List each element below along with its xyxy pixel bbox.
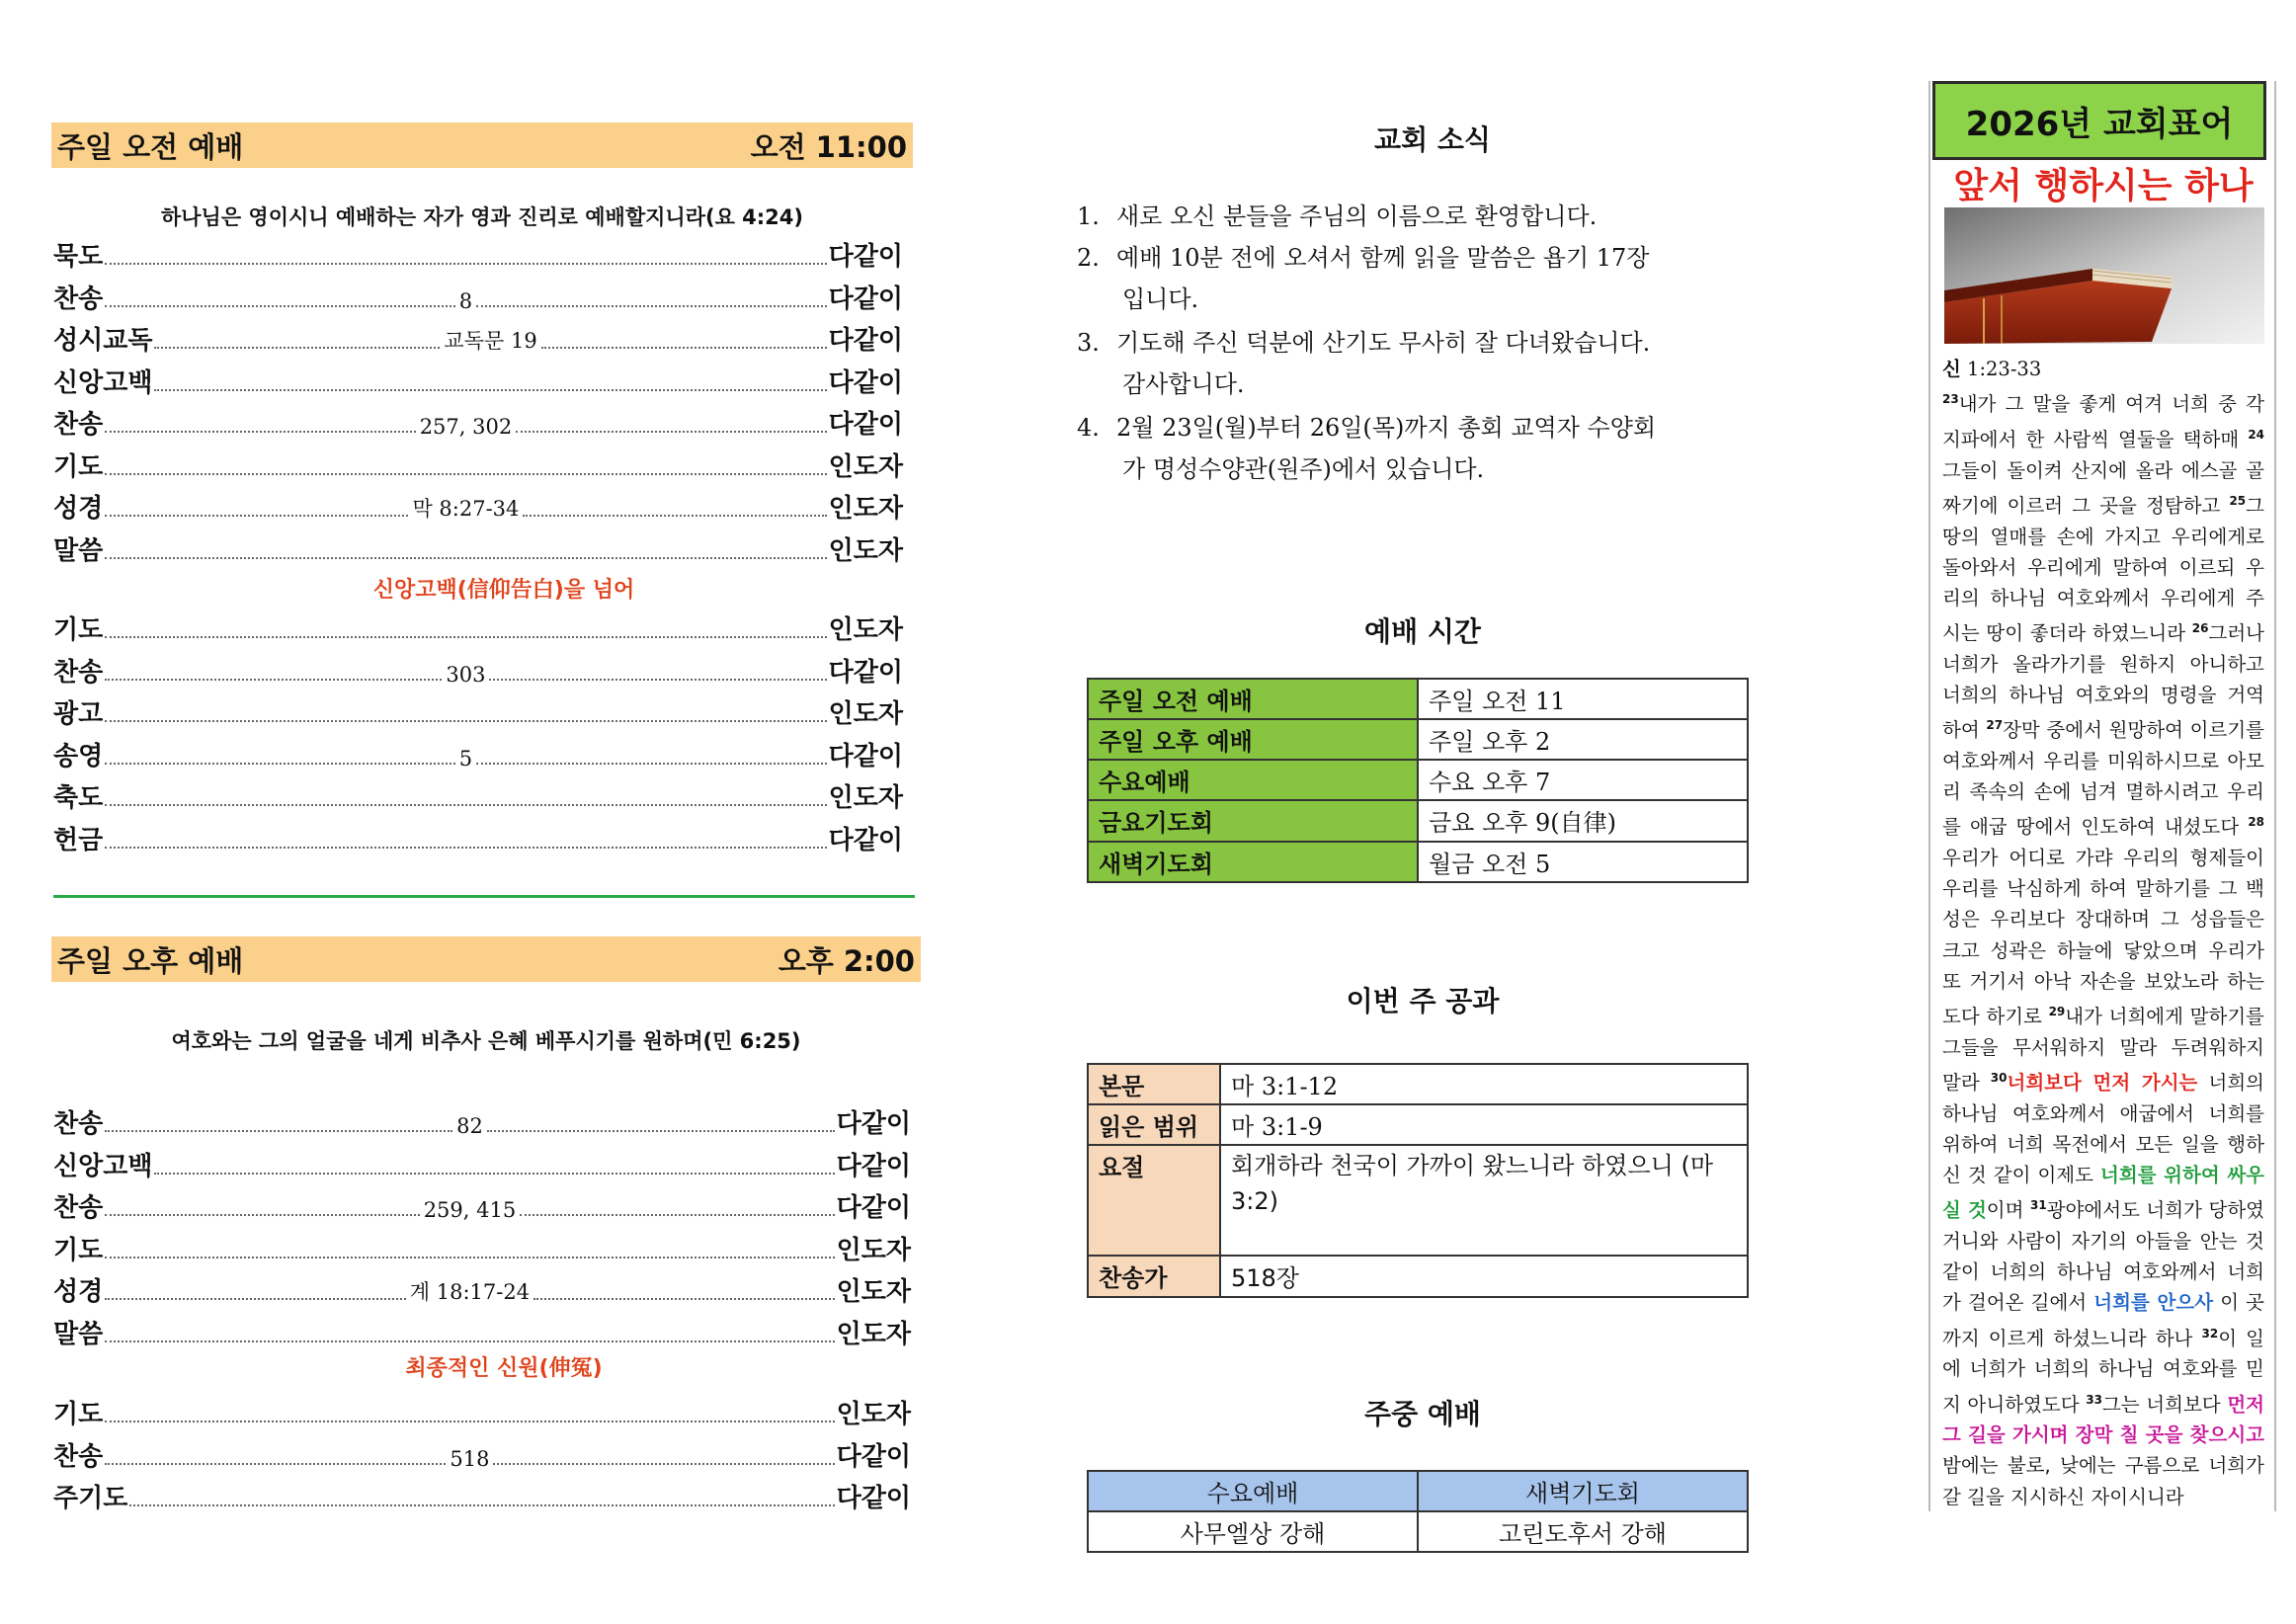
weekday-title: 주중 예배 xyxy=(1364,1398,1481,1430)
order-label: 찬송 xyxy=(53,1193,104,1223)
weekday-header: 수요예배 xyxy=(1088,1471,1418,1511)
dot-leader xyxy=(154,389,826,391)
order-leader: 다같이 xyxy=(836,1441,911,1472)
order-row xyxy=(53,1268,911,1308)
order-label: 성시교독 xyxy=(53,326,153,356)
dot-leader xyxy=(154,1173,834,1175)
order-leader: 인도자 xyxy=(836,1319,911,1349)
order-detail: 303 xyxy=(446,662,486,687)
news-text: 예배 10분 전에 오셔서 함께 읽을 말씀은 욥기 17장 xyxy=(1116,244,1650,272)
lesson-label: 읽은 범위 xyxy=(1088,1104,1220,1145)
order-label: 축도 xyxy=(53,783,104,813)
verse-text: 이 일에 너희가 너희의 하나님 여호와를 믿지 아니하였도다 xyxy=(1942,1327,2265,1416)
order-label: 성경 xyxy=(53,1277,104,1307)
dot-leader xyxy=(105,1298,406,1300)
schedule-title: 예배 시간 xyxy=(1364,615,1481,648)
verse-text: 내가 그 말을 좋게 여겨 너희 중 각 지파에서 한 사람씩 열둘을 택하매 xyxy=(1942,392,2264,451)
dot-leader xyxy=(105,557,826,559)
verse-text: 이 곳까지 이르게 하셨느니라 하나 xyxy=(1942,1291,2265,1350)
order-row xyxy=(53,1227,911,1266)
dot-leader xyxy=(523,515,826,517)
dot-leader xyxy=(541,347,827,349)
order-leader: 인도자 xyxy=(828,699,903,729)
afternoon-verse: 여호와는 그의 얼굴을 네게 비추사 은혜 베푸시기를 원하며(민 6:25) xyxy=(171,1029,801,1053)
lesson-title: 이번 주 공과 xyxy=(1346,985,1500,1017)
motto-title: 앞서 행하시는 하나 xyxy=(1953,166,2254,206)
order-label: 신앙고백 xyxy=(53,367,153,398)
verse-text: 내가 너희에게 말하기를 그들을 무서워하지 말라 두려워하지 말라 xyxy=(1942,1005,2264,1095)
order-label: 묵도 xyxy=(53,242,104,272)
schedule-time: 주일 오전 11 xyxy=(1418,679,1748,719)
order-row xyxy=(53,817,903,856)
table-row xyxy=(1088,1471,1748,1511)
morning-service-time: 오전 11:00 xyxy=(750,129,907,164)
dot-leader xyxy=(476,763,827,765)
schedule-time: 월금 오전 5 xyxy=(1418,842,1748,882)
section-divider xyxy=(53,895,915,898)
news-text: 새로 오신 분들을 주님의 이름으로 환영합니다. xyxy=(1116,203,1598,230)
dot-leader xyxy=(487,1130,835,1132)
afternoon-service-header xyxy=(51,936,921,982)
morning-service-title: 주일 오전 예배 xyxy=(57,129,244,164)
table-row xyxy=(1088,1145,1748,1256)
order-row xyxy=(53,528,903,567)
order-detail: 막 8:27-34 xyxy=(412,497,520,521)
order-leader: 인도자 xyxy=(836,1400,911,1429)
order-row xyxy=(53,401,903,441)
table-row xyxy=(1088,719,1748,760)
news-item xyxy=(1077,322,1749,405)
dot-leader xyxy=(476,305,827,307)
verse-number: 25 xyxy=(2229,493,2247,508)
news-text-cont: 입니다. xyxy=(1122,285,1199,313)
order-label: 말씀 xyxy=(53,1319,104,1349)
order-row xyxy=(53,1433,911,1473)
verse-number: 29 xyxy=(2048,1005,2066,1019)
order-detail: 교독문 19 xyxy=(444,329,537,353)
verse-number: 23 xyxy=(1942,392,1959,407)
motto-year-box xyxy=(1932,81,2266,160)
news-item xyxy=(1077,237,1749,320)
order-detail: 5 xyxy=(458,746,473,771)
order-label: 기도 xyxy=(53,451,104,482)
order-detail: 82 xyxy=(456,1114,483,1138)
order-leader: 인도자 xyxy=(828,535,903,566)
lesson-value: 회개하라 천국이 가까이 왔느니라 하였으니 (마 3:2) xyxy=(1220,1145,1748,1256)
order-label: 광고 xyxy=(53,699,104,729)
order-label: 찬송 xyxy=(53,657,104,688)
order-row xyxy=(53,1143,911,1182)
bible-image xyxy=(1944,207,2264,344)
table-row xyxy=(1088,760,1748,800)
news-text-cont: 감사합니다. xyxy=(1122,370,1245,398)
schedule-name: 주일 오전 예배 xyxy=(1088,679,1418,719)
verse-text: 그러나 너희가 올라가기를 원하지 아니하고 너희의 하나님 여호와의 명령을 거역하여 xyxy=(1942,621,2264,742)
verse-number: 30 xyxy=(1990,1070,2008,1085)
verse-number: 26 xyxy=(2191,621,2209,636)
table-row xyxy=(1088,1511,1748,1552)
verse-highlight: 너희를 안으사 xyxy=(2093,1291,2214,1315)
order-row xyxy=(53,733,903,772)
order-label: 말씀 xyxy=(53,535,104,566)
news-num: 4. xyxy=(1077,414,1100,442)
verse-number: 31 xyxy=(2030,1198,2047,1213)
weekday-value: 고린도후서 강해 xyxy=(1418,1511,1748,1552)
schedule-table xyxy=(1087,678,1749,883)
lesson-label: 찬송가 xyxy=(1088,1256,1220,1297)
verse-text: 장막 중에서 원망하여 이르기를 여호와께서 우리를 미워하시므로 아모리 족속의 손에 넘겨 멸하시려고 우리를 애굽 땅에서 인도하여 내셨도다 xyxy=(1942,718,2264,839)
news-item xyxy=(1077,407,1749,490)
order-row xyxy=(53,1184,911,1224)
dot-leader xyxy=(129,1504,834,1506)
afternoon-service-title: 주일 오후 예배 xyxy=(57,943,244,978)
weekday-value: 사무엘상 강해 xyxy=(1088,1511,1418,1552)
schedule-name: 새벽기도회 xyxy=(1088,842,1418,882)
verse-text: 그는 너희보다 xyxy=(2101,1393,2221,1416)
verse-text: 너희의 하나님 여호와께서 애굽에서 너희를 위하여 너희 목전에서 모든 일을 행하신 것 같이 이제도 xyxy=(1942,1071,2264,1187)
order-leader: 다같이 xyxy=(828,367,903,398)
verse-highlight: 너희보다 먼저 가시는 xyxy=(2007,1071,2198,1095)
dot-leader xyxy=(105,1130,452,1132)
order-leader: 다같이 xyxy=(836,1193,912,1223)
bible-illustration xyxy=(1944,207,2264,344)
dot-leader xyxy=(105,636,826,638)
verse-text: 그들이 돌이켜 산지에 올라 에스골 골짜기에 이르러 그 곳을 정탐하고 xyxy=(1942,458,2264,518)
news-text: 기도해 주신 덕분에 산기도 무사히 잘 다녀왔습니다. xyxy=(1116,329,1651,357)
motto-scripture xyxy=(1942,354,2264,1512)
news-title: 교회 소식 xyxy=(1374,123,1491,156)
order-leader: 다같이 xyxy=(828,284,903,314)
scripture-reference xyxy=(1942,354,2264,384)
schedule-name: 주일 오후 예배 xyxy=(1088,719,1418,760)
schedule-name: 수요예배 xyxy=(1088,760,1418,800)
dot-leader xyxy=(105,1463,446,1465)
morning-verse: 하나님은 영이시니 예배하는 자가 영과 진리로 예배할지니라(요 4:24) xyxy=(160,205,804,229)
verse-text: 그 땅의 열매를 손에 가지고 우리에게로 돌아와서 우리에게 말하여 이르되 우리의 하나님 여호와께서 우리에게 주시는 땅이 좋더라 하였느니라 xyxy=(1942,494,2264,645)
order-row xyxy=(53,444,903,483)
order-label: 주기도 xyxy=(53,1484,128,1513)
weekday-table xyxy=(1087,1470,1749,1553)
lesson-value: 518장 xyxy=(1220,1256,1748,1297)
verse-text: 밤에는 불로, 낮에는 구름으로 너희가 갈 길을 지시하신 자이시니라 xyxy=(1942,1454,2264,1508)
verse-highlight: 먼저 그 길을 가시며 장막 칠 곳을 찾으시고 xyxy=(1942,1393,2265,1447)
order-row xyxy=(53,233,903,273)
order-leader: 다같이 xyxy=(828,242,903,272)
lesson-value: 마 3:1-12 xyxy=(1220,1064,1748,1104)
dot-leader xyxy=(105,847,826,849)
order-leader: 인도자 xyxy=(828,494,903,524)
news-num: 2. xyxy=(1077,244,1100,272)
order-detail: 518 xyxy=(450,1446,490,1471)
table-row xyxy=(1088,800,1748,842)
dot-leader xyxy=(105,804,826,806)
table-row xyxy=(1088,842,1748,882)
order-row xyxy=(53,774,903,814)
dot-leader xyxy=(154,347,440,349)
scripture-book: 신 xyxy=(1942,358,1961,380)
order-row xyxy=(53,1311,911,1350)
order-leader: 다같이 xyxy=(836,1109,912,1139)
order-leader: 다같이 xyxy=(828,657,903,688)
dot-leader xyxy=(105,1214,419,1216)
verse-text: 광야에서도 너희가 당하였거니와 사람이 자기의 아들을 안는 것 같이 너희의 하나님 여호와께서 너희가 걸어온 길에서 xyxy=(1942,1198,2264,1315)
table-row xyxy=(1088,1064,1748,1104)
afternoon-sermon-title: 최종적인 신원(伸冤) xyxy=(405,1356,603,1381)
column-border-left xyxy=(1928,81,1930,1511)
news-item xyxy=(1077,196,1749,237)
order-leader: 인도자 xyxy=(828,783,903,813)
order-label: 찬송 xyxy=(53,1109,104,1139)
dot-leader xyxy=(105,305,455,307)
verse-highlight: 너희를 위하여 싸우실 것 xyxy=(1942,1164,2264,1222)
dot-leader xyxy=(105,1257,834,1259)
lesson-label: 본문 xyxy=(1088,1064,1220,1104)
order-label: 신앙고백 xyxy=(53,1151,153,1181)
schedule-time: 주일 오후 2 xyxy=(1418,719,1748,760)
verse-number: 32 xyxy=(2201,1326,2219,1340)
order-row xyxy=(53,1391,911,1430)
order-label: 기도 xyxy=(53,1400,104,1429)
order-leader: 인도자 xyxy=(836,1277,911,1307)
order-label: 찬송 xyxy=(53,1441,104,1472)
weekday-header: 새벽기도회 xyxy=(1418,1471,1748,1511)
dot-leader xyxy=(516,431,826,433)
column-border-right xyxy=(2274,81,2276,1511)
schedule-time: 수요 오후 7 xyxy=(1418,760,1748,800)
order-leader: 다같이 xyxy=(836,1484,911,1513)
order-row xyxy=(53,607,903,646)
order-label: 성경 xyxy=(53,494,104,524)
dot-leader xyxy=(489,679,826,681)
verse-number: 28 xyxy=(2248,815,2265,830)
order-row xyxy=(53,1100,911,1140)
scripture-verse-ref: 1:23-33 xyxy=(1967,358,2042,380)
dot-leader xyxy=(493,1463,834,1465)
order-row xyxy=(53,649,903,689)
order-leader: 인도자 xyxy=(828,615,903,645)
order-row xyxy=(53,360,903,399)
order-detail: 257, 302 xyxy=(419,415,513,439)
order-leader: 다같이 xyxy=(828,741,903,771)
order-leader: 인도자 xyxy=(836,1235,911,1265)
order-label: 찬송 xyxy=(53,410,104,440)
dot-leader xyxy=(105,431,415,433)
lesson-label: 요절 xyxy=(1088,1145,1220,1256)
order-leader: 다같이 xyxy=(828,410,904,440)
order-detail: 259, 415 xyxy=(423,1198,517,1222)
order-detail: 계 18:17-24 xyxy=(409,1280,531,1304)
afternoon-service-time: 오후 2:00 xyxy=(778,943,915,978)
motto-year-title: 2026년 교회표어 xyxy=(1965,104,2234,144)
order-leader: 다같이 xyxy=(836,1151,911,1181)
verse-number: 33 xyxy=(2086,1392,2102,1407)
order-row xyxy=(53,317,903,357)
order-label: 송영 xyxy=(53,741,104,771)
verse-number: 27 xyxy=(1986,718,2004,733)
order-leader: 인도자 xyxy=(828,451,903,482)
schedule-time: 금요 오후 9(自律) xyxy=(1418,800,1748,842)
lesson-value: 마 3:1-9 xyxy=(1220,1104,1748,1145)
verse-text: 이며 xyxy=(1986,1198,2024,1222)
order-label: 찬송 xyxy=(53,284,104,314)
news-num: 3. xyxy=(1077,329,1100,357)
dot-leader xyxy=(105,720,826,722)
order-leader: 다같이 xyxy=(828,326,903,356)
dot-leader xyxy=(105,263,826,265)
morning-service-header xyxy=(51,122,913,168)
table-row xyxy=(1088,1256,1748,1297)
dot-leader xyxy=(105,1421,834,1422)
morning-sermon-title: 신앙고백(信仰告白)을 넘어 xyxy=(372,578,635,603)
dot-leader xyxy=(105,1340,834,1342)
dot-leader xyxy=(105,763,455,765)
order-label: 기도 xyxy=(53,615,104,645)
schedule-name: 금요기도회 xyxy=(1088,800,1418,842)
order-row xyxy=(53,690,903,730)
order-row xyxy=(53,485,903,525)
verse-text: 우리가 어디로 가랴 우리의 형제들이 우리를 낙심하게 하여 말하기를 그 백성은 우리보다 장대하며 그 성읍들은 크고 성곽은 하늘에 닿았으며 우리가 또 거기서 아낙 자손을 보았노라 하는도다 하기로 xyxy=(1942,847,2264,1028)
dot-leader xyxy=(105,473,826,475)
order-detail: 8 xyxy=(458,288,473,313)
order-label: 기도 xyxy=(53,1235,104,1265)
news-num: 1. xyxy=(1077,203,1100,230)
order-label: 헌금 xyxy=(53,825,104,855)
verse-number: 24 xyxy=(2248,427,2265,442)
dot-leader xyxy=(520,1214,834,1216)
order-row xyxy=(53,276,903,315)
dot-leader xyxy=(105,679,442,681)
order-leader: 다같이 xyxy=(828,825,903,855)
dot-leader xyxy=(105,515,408,517)
table-row xyxy=(1088,1104,1748,1145)
news-text-cont: 가 명성수양관(원주)에서 있습니다. xyxy=(1122,455,1485,483)
lesson-table xyxy=(1087,1063,1749,1298)
table-row xyxy=(1088,679,1748,719)
news-text: 2월 23일(월)부터 26일(목)까지 총회 교역자 수양회 xyxy=(1116,414,1657,442)
order-row xyxy=(53,1475,911,1514)
dot-leader xyxy=(533,1298,835,1300)
